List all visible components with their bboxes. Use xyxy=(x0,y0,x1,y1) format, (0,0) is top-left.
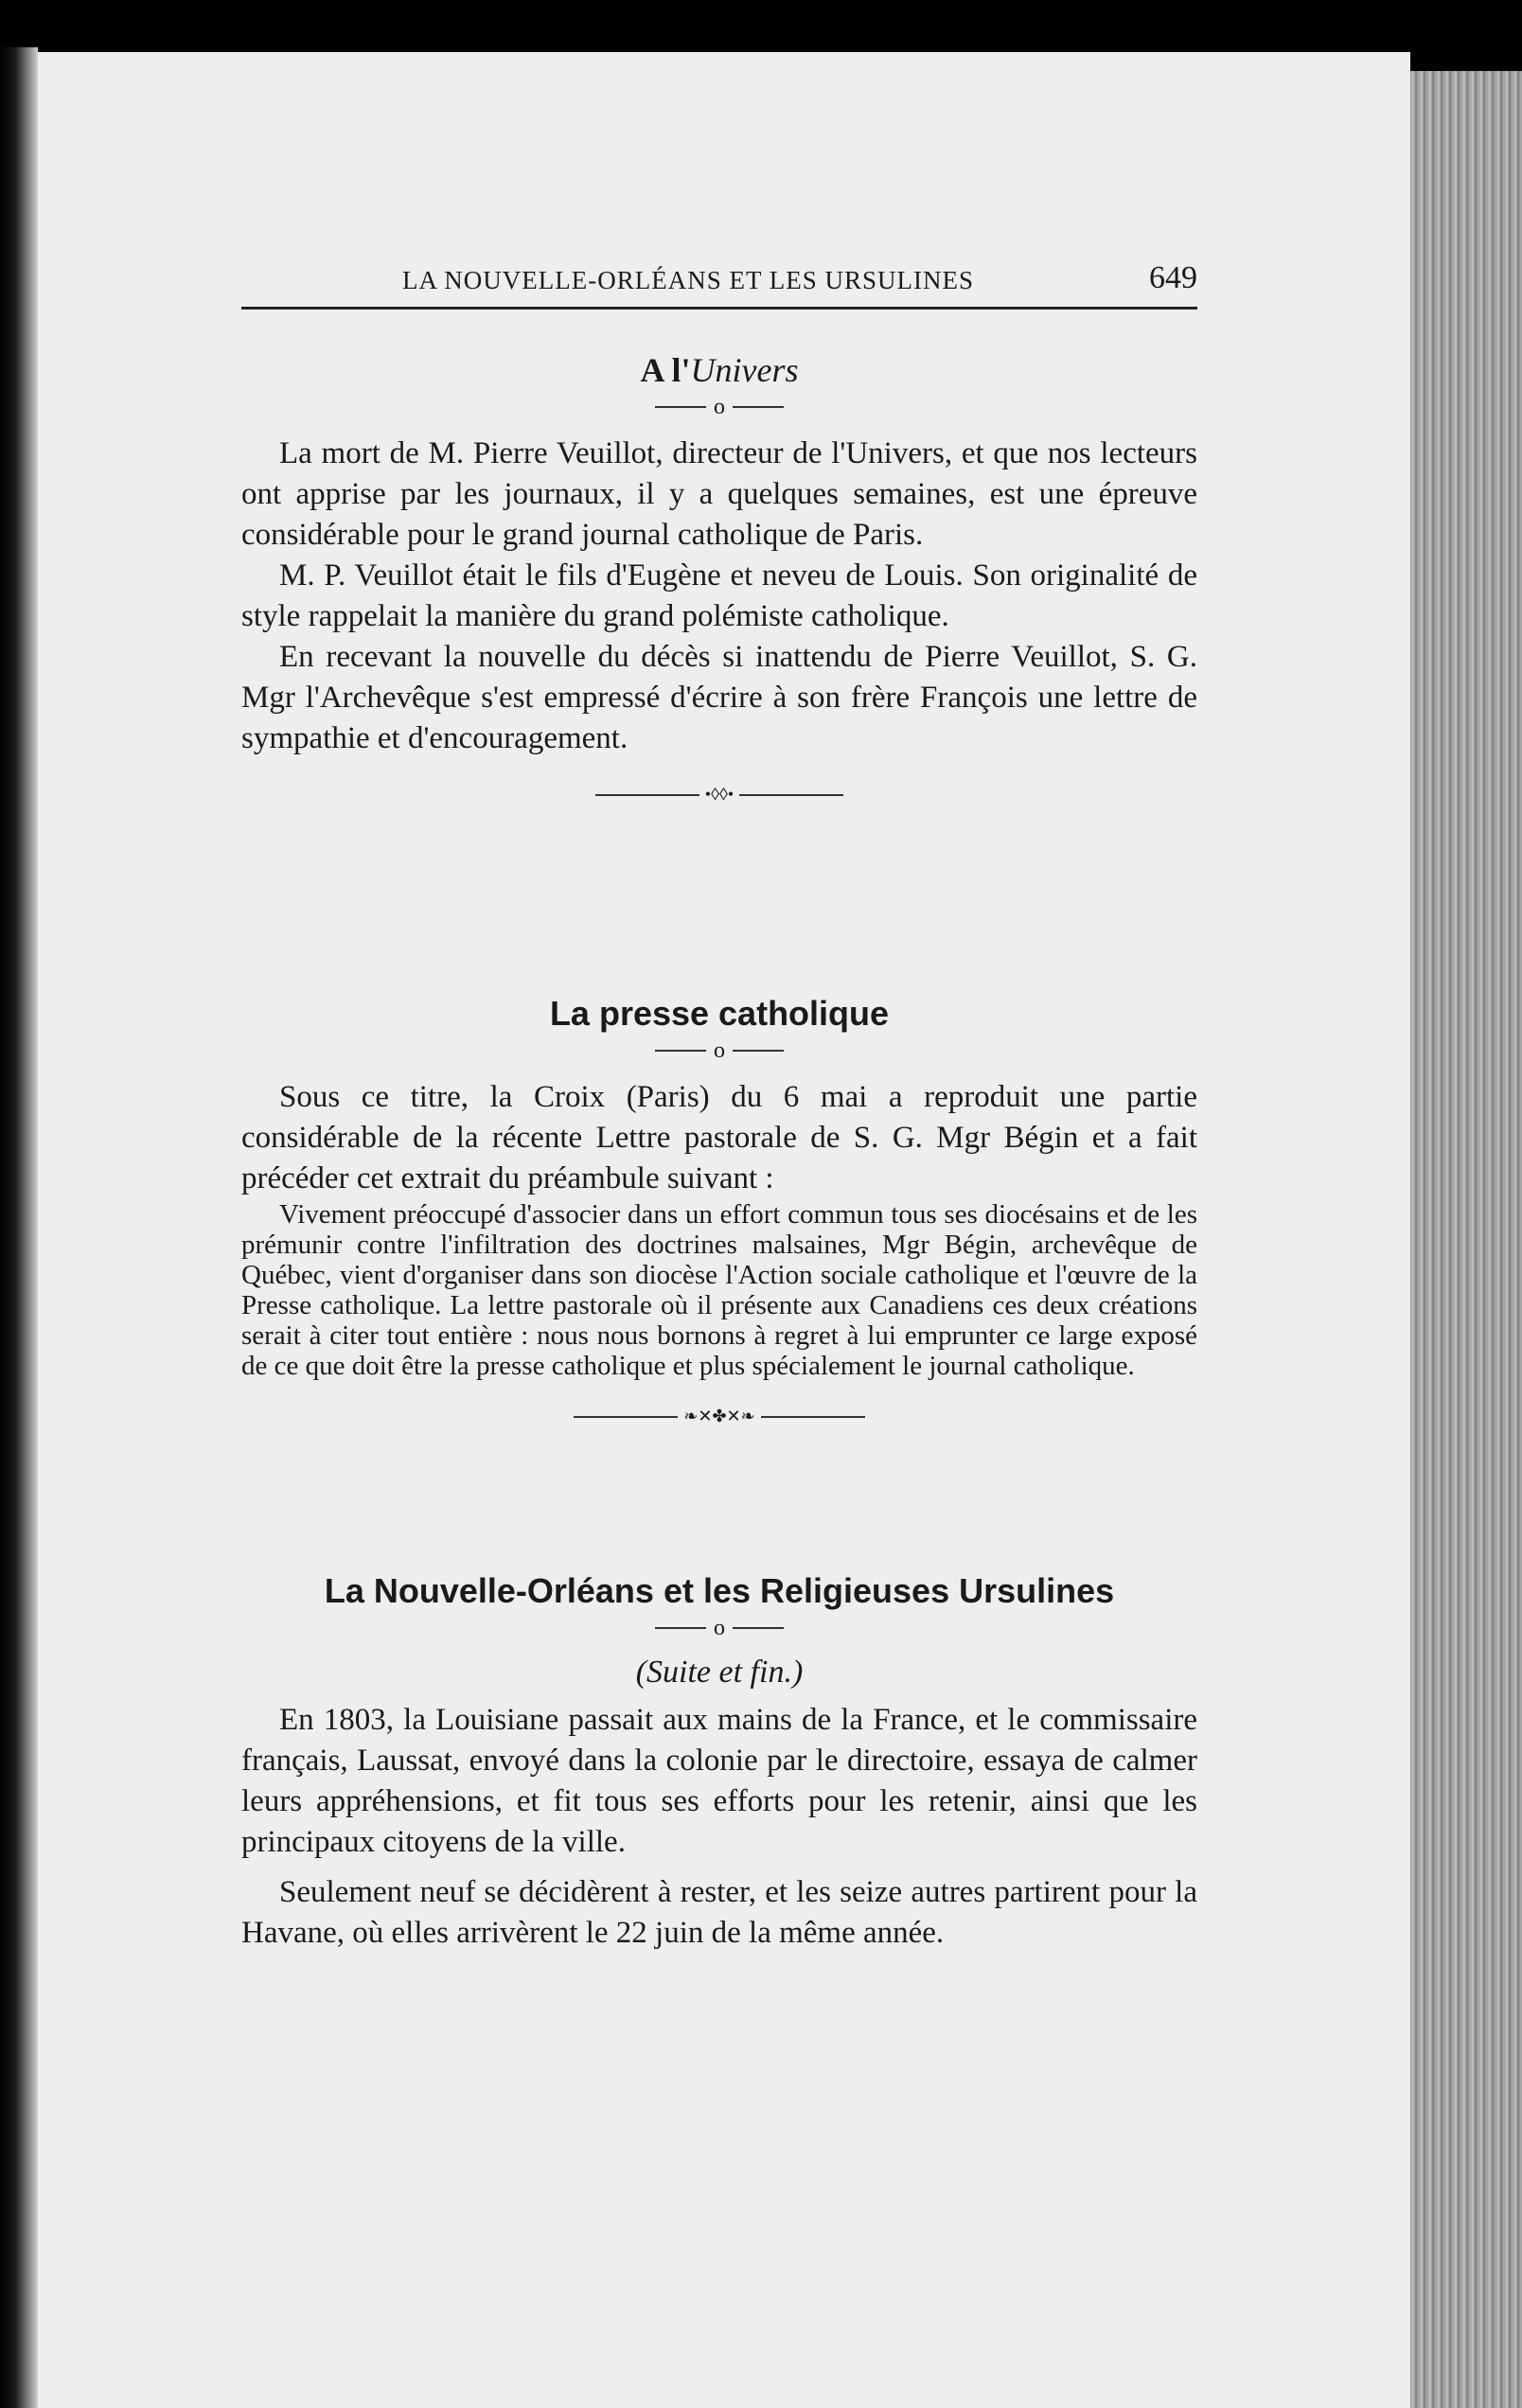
section-ursulines xyxy=(241,1571,1197,1954)
book-page-stack-edge xyxy=(1410,71,1522,2408)
title-separator: o xyxy=(241,1037,1197,1064)
title-italic: Univers xyxy=(690,351,799,389)
paragraph: La mort de M. Pierre Veuillot, directeur de l'Univers, et que nos lecteurs ont apprise par les journaux, il y a quelques semaines, est une épreuve considérable pour le grand journal catholique de Paris. xyxy=(241,435,1197,552)
ornament-divider: ❧✕✤✕❧ xyxy=(241,1406,1197,1426)
paragraph: Seulement neuf se décidèrent à rester, et les seize autres partirent pour la Havane, où elles arrivèrent le 22 juin de la même année. xyxy=(241,1874,1197,1950)
header-rule xyxy=(241,307,1197,310)
running-header xyxy=(241,260,1197,308)
title-separator: o xyxy=(241,1615,1197,1641)
section-title-ursulines: La Nouvelle-Orléans et les Religieuses Ursulines xyxy=(324,1571,1115,1610)
page-number: 649 xyxy=(1149,260,1197,295)
ornament-divider: •◊◊• xyxy=(241,784,1197,805)
section-subtitle: (Suite et fin.) xyxy=(635,1654,804,1690)
book-left-edge xyxy=(0,47,38,2408)
title-separator: o xyxy=(241,394,1197,420)
section-univers xyxy=(241,350,1197,829)
paragraph: M. P. Veuillot était le fils d'Eugène et neveu de Louis. Son originalité de style rappelait la manière du grand polémiste catholique. xyxy=(241,558,1197,633)
title-prefix: A l' xyxy=(640,351,691,389)
section-presse xyxy=(241,994,1197,1451)
section-title-presse: La presse catholique xyxy=(549,994,890,1033)
paragraph: En 1803, la Louisiane passait aux mains de la France, et le commissaire français, Laussat, envoyé dans la colonie par le directoire, essaya de calmer leurs appréhensions, et fit tous ses efforts pour les retenir, ainsi que les principaux citoyens de la ville. xyxy=(241,1702,1197,1859)
paragraph: En recevant la nouvelle du décès si inattendu de Pierre Veuillot, S. G. Mgr l'Archevêque s'est empressé d'écrire à son frère François une lettre de sympathie et d'encouragement. xyxy=(241,639,1197,755)
section-title-univers xyxy=(241,350,1197,390)
paragraph: Sous ce titre, la Croix (Paris) du 6 mai a reproduit une partie considérable de la récente Lettre pastorale de S. G. Mgr Bégin et a fait précéder cet extrait du préambule suivant : xyxy=(241,1079,1197,1195)
quoted-passage: Vivement préoccupé d'associer dans un effort commun tous ses diocésains et de les prémunir contre l'infiltration des doctrines malsaines, Mgr Bégin, archevêque de Québec, vient d'organiser dans son diocèse l'Action sociale catholique et l'œuvre de la Presse catholique. La lettre pastorale où il présente aux Canadiens ces deux créations serait à citer tout entière : nous nous bornons à regret à lui emprunter ce large exposé de ce que doit être la presse catholique et plus spécialement le journal catholique. xyxy=(241,1198,1197,1381)
running-title: LA NOUVELLE-ORLÉANS ET LES URSULINES xyxy=(402,266,974,294)
book-page xyxy=(38,52,1410,2408)
